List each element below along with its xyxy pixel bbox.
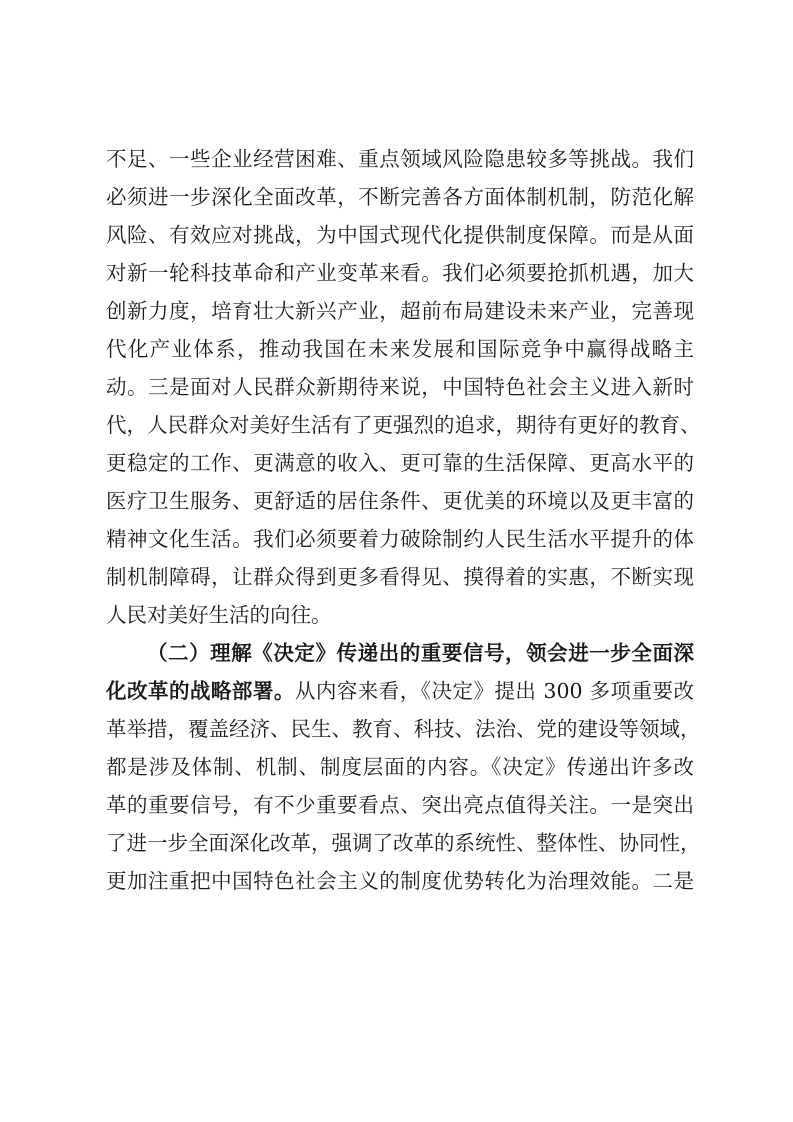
section-heading-tail: 化改革的战略部署。 [106, 679, 295, 703]
paragraph-line: 都是涉及体制、机制、制度层面的内容。《决定》传递出许多改 [106, 755, 694, 779]
paragraph-line: 革举措，覆盖经济、民生、教育、科技、法治、党的建设等领域， [106, 717, 701, 741]
paragraph-line: 对新一轮科技革命和产业变革来看。我们必须要抢抓机遇，加大 [106, 261, 694, 285]
paragraph-line: 精神文化生活。我们必须要着力破除制约人民生活水平提升的体 [106, 527, 694, 551]
paragraph-line: 了进一步全面深化改革，强调了改革的系统性、整体性、协同性， [106, 831, 701, 855]
paragraph-line: 必须进一步深化全面改革，不断完善各方面体制机制，防范化解 [106, 185, 694, 209]
paragraph-line: 革的重要信号，有不少重要看点、突出亮点值得关注。一是突出 [106, 793, 694, 817]
body-text [106, 140, 701, 900]
section-heading: （二）理解《决定》传递出的重要信号，领会进一步全面深 [147, 641, 694, 665]
paragraph-line: 代，人民群众对美好生活有了更强烈的追求，期待有更好的教育、 [106, 413, 701, 437]
paragraph-line: 更稳定的工作、更满意的收入、更可靠的生活保障、更高水平的 [106, 451, 694, 475]
paragraph-line: 代化产业体系，推动我国在未来发展和国际竞争中赢得战略主 [106, 337, 694, 361]
paragraph-line: 人民对美好生活的向往。 [106, 603, 332, 627]
paragraph-line: 创新力度，培育壮大新兴产业，超前布局建设未来产业，完善现 [106, 299, 694, 323]
paragraph-line: 不足、一些企业经营困难、重点领域风险隐患较多等挑战。我们 [106, 147, 694, 171]
paragraph-line: 更加注重把中国特色社会主义的制度优势转化为治理效能。二是 [106, 869, 694, 893]
paragraph-text: 从内容来看，《决定》提出 300 多项重要改 [294, 679, 694, 703]
paragraph-line: 风险、有效应对挑战，为中国式现代化提供制度保障。而是从面 [106, 223, 694, 247]
paragraph-line: 制机制障碍，让群众得到更多看得见、摸得着的实惠，不断实现 [106, 565, 694, 589]
section-heading-continued [106, 672, 694, 710]
paragraph-line: 医疗卫生服务、更舒适的居住条件、更优美的环境以及更丰富的 [106, 489, 694, 513]
paragraph-line: 动。三是面对人民群众新期待来说，中国特色社会主义进入新时 [106, 375, 694, 399]
